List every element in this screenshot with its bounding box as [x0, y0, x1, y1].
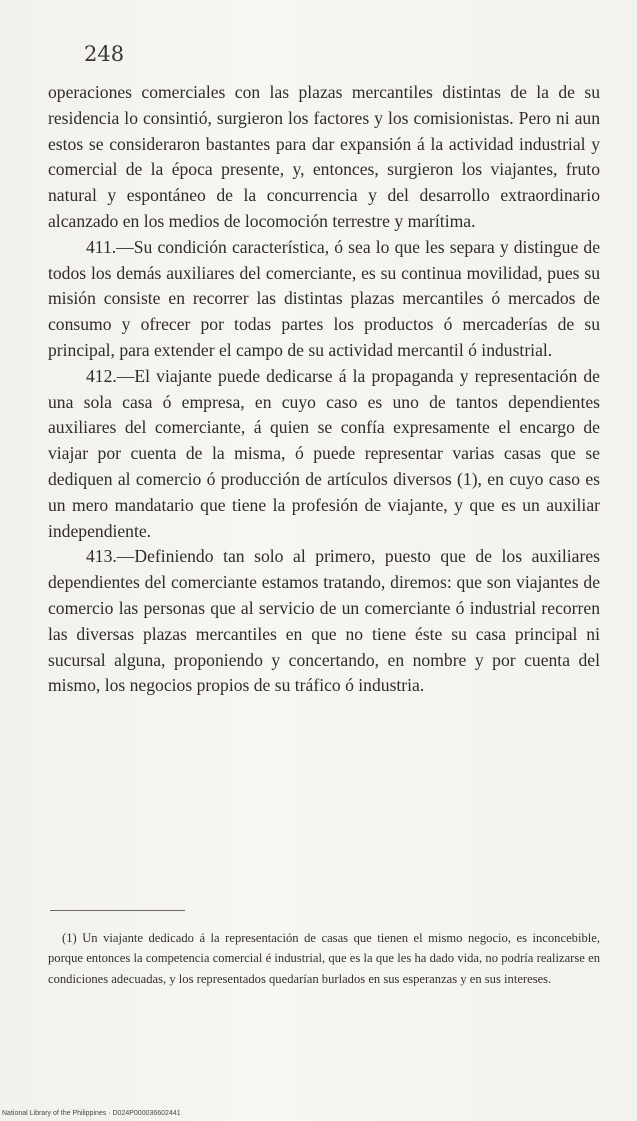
page-number: 248 [84, 42, 125, 66]
body-text [48, 80, 600, 699]
paragraph-411: 411.—Su condición característica, ó sea lo que les separa y distingue de todos los demás auxiliares del comerciante, es su continua movilidad, pues su misión consiste en recorrer las distintas plazas mercantiles ó mercados de consumo y ofrecer por todas partes los productos ó mercaderías de su principal, para extender el campo de su actividad mercantil ó industrial. [48, 236, 600, 360]
paragraph-412: 412.—El viajante puede dedicarse á la propaganda y representación de una sola casa ó empresa, en cuyo caso es uno de tantos dependientes auxiliares del comerciante, á quien se confía expresamente el encargo de viajar por cuenta de la misma, ó puede representar varias casas que se dediquen al comercio ó producción de artículos diversos (1), en cuyo caso es un mero mandatario que tiene la profesión de viajante, y que es un auxiliar independiente. [48, 365, 600, 541]
library-stamp: National Library of the Philippines · D024P000036602441 [2, 1110, 181, 1117]
paragraph-continuation: operaciones comerciales con las plazas mercantiles distintas de la de su residencia lo consintió, surgieron los factores y los comisionistas. Pero ni aun estos se consideraron bastantes para dar expansión á la actividad industrial y comercial de la época presente, y, entonces, surgieron los viajantes, fruto natural y espontáneo de la concurrencia y del desarrollo extraordinario alcanzado en los medios de locomoción terrestre y marítima. [48, 82, 600, 231]
footnote-divider [50, 910, 185, 911]
paragraph-413: 413.—Definiendo tan solo al primero, puesto que de los auxiliares dependientes del comerciante estamos tratando, diremos: que son viajantes de comercio las personas que al servicio de un comerciante ó industrial recorren las diversas plazas mercantiles en que no tiene éste su casa principal ni sucursal alguna, proponiendo y concertando, en nombre y por cuenta del mismo, los negocios propios de su tráfico ó industria. [48, 546, 600, 696]
footnote: (1) Un viajante dedicado á la representación de casas que tienen el mismo negocio, es inconcebible, porque entonces la competencia comercial é industrial, que es la que les ha dado vida, no podría realizarse en condiciones adecuadas, y los representados quedarían burlados en sus esperanzas y en sus intereses. [48, 931, 600, 986]
